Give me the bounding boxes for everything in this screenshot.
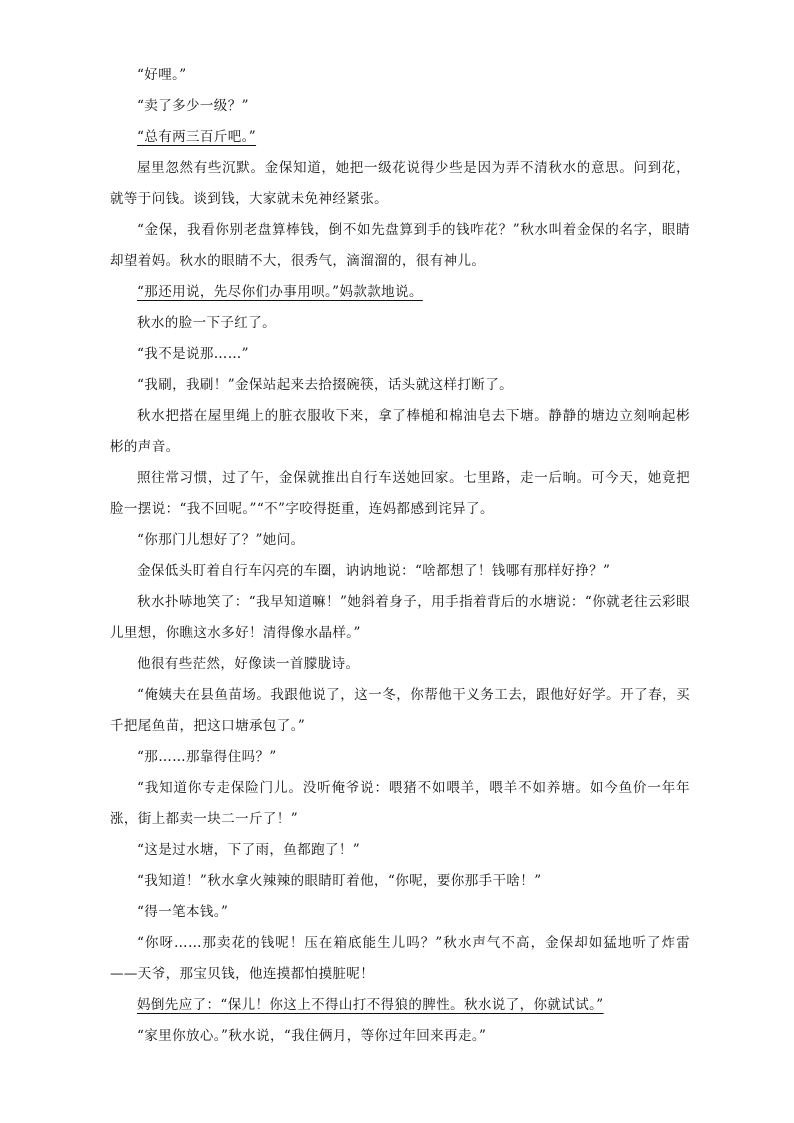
- paragraph-text: “得一笔本钱。”: [137, 904, 229, 920]
- paragraph-text: “家里你放心。”秋水说，“我住俩月，等你过年回来再走。”: [137, 1028, 487, 1044]
- paragraph: [110, 866, 690, 897]
- paragraph: [110, 587, 690, 649]
- paragraph-text: “你呀……那卖花的钱呢！压在箱底能生儿吗？”秋水声气不高，金保却如猛地听了炸雷——天爷，那宝贝钱，他连摸都怕摸脏呢！: [110, 935, 690, 982]
- paragraph-text: 秋水的脸一下子红了。: [137, 315, 276, 331]
- paragraph: [110, 277, 690, 308]
- paragraph: [110, 990, 690, 1021]
- paragraph: [110, 60, 690, 91]
- paragraph-text: 秋水把搭在屋里绳上的脏衣服收下来，拿了棒槌和棉油皂去下塘。静静的塘边立刻响起彬彬的声音。: [110, 408, 690, 455]
- paragraph-text: “我刷，我刷！”金保站起来去拾掇碗筷，话头就这样打断了。: [137, 377, 514, 393]
- paragraph: [110, 1021, 690, 1052]
- document-page: [110, 60, 690, 1052]
- paragraph: [110, 556, 690, 587]
- paragraph-text: “金保，我看你别老盘算棒钱，倒不如先盘算到手的钱咋花？”秋水叫着金保的名字，眼睛却望着妈。秋水的眼睛不大，很秀气，滴溜溜的，很有神儿。: [110, 222, 690, 269]
- paragraph-text: “好哩。”: [137, 67, 187, 83]
- paragraph: [110, 680, 690, 742]
- paragraph: [110, 215, 690, 277]
- paragraph: [110, 153, 690, 215]
- paragraph-text: “那……那靠得住吗？”: [137, 749, 277, 765]
- paragraph: [110, 649, 690, 680]
- paragraph: [110, 91, 690, 122]
- paragraph-text: 屋里忽然有些沉默。金保知道，她把一级花说得少些是因为弄不清秋水的意思。问到花，就等于问钱。谈到钱，大家就未免神经紧张。: [110, 160, 690, 207]
- paragraph: [110, 370, 690, 401]
- paragraph-text: “我不是说那……”: [137, 346, 249, 362]
- paragraph: [110, 835, 690, 866]
- paragraph-text: “我知道！”秋水拿火辣辣的眼睛盯着他，“你呢，要你那手干啥！”: [137, 873, 542, 889]
- paragraph: [110, 401, 690, 463]
- paragraph-text: 照往常习惯，过了午，金保就推出自行车送她回家。七里路，走一后晌。可今天，她竟把脸一摆说：“我不回呢。”“不”字咬得挺重，连妈都感到诧异了。: [110, 470, 690, 517]
- paragraph: [110, 463, 690, 525]
- paragraph: [110, 525, 690, 556]
- paragraph-text: 秋水扑哧地笑了：“我早知道嘛！”她斜着身子，用手指着背后的水塘说：“你就老往云彩眼儿里想，你瞧这水多好！清得像水晶样。”: [110, 594, 690, 641]
- paragraph: [110, 742, 690, 773]
- paragraph-text: 他很有些茫然，好像读一首朦胧诗。: [137, 656, 360, 672]
- paragraph-text: “你那门儿想好了？”她问。: [137, 532, 305, 548]
- paragraph: [110, 308, 690, 339]
- paragraph-text: “俺姨夫在县鱼苗场。我跟他说了，这一冬，你帮他干义务工去，跟他好好学。开了春，买千把尾鱼苗，把这口塘承包了。”: [110, 687, 690, 734]
- paragraph: [110, 122, 690, 153]
- paragraph-text-underlined: “总有两三百斤吧。”: [137, 129, 257, 145]
- paragraph: [110, 773, 690, 835]
- paragraph-text: “我知道你专走保险门儿。没听俺爷说：喂猪不如喂羊，喂羊不如养塘。如今鱼价一年年涨，街上都卖一块二一斤了！”: [110, 780, 690, 827]
- paragraph-text: 金保低头盯着自行车闪亮的车圈，讷讷地说：“啥都想了！钱哪有那样好挣？”: [137, 563, 611, 579]
- paragraph-text: “卖了多少一级？”: [137, 98, 249, 114]
- paragraph: [110, 339, 690, 370]
- paragraph-text-underlined: 妈倒先应了：“保儿！你这上不得山打不得狼的脾性。秋水说了，你就试试。”: [137, 997, 604, 1013]
- paragraph-text-underlined: “那还用说，先尽你们办事用呗。”妈款款地说。: [137, 284, 423, 300]
- paragraph: [110, 897, 690, 928]
- paragraph-text: “这是过水塘，下了雨，鱼都跑了！”: [137, 842, 361, 858]
- paragraph: [110, 928, 690, 990]
